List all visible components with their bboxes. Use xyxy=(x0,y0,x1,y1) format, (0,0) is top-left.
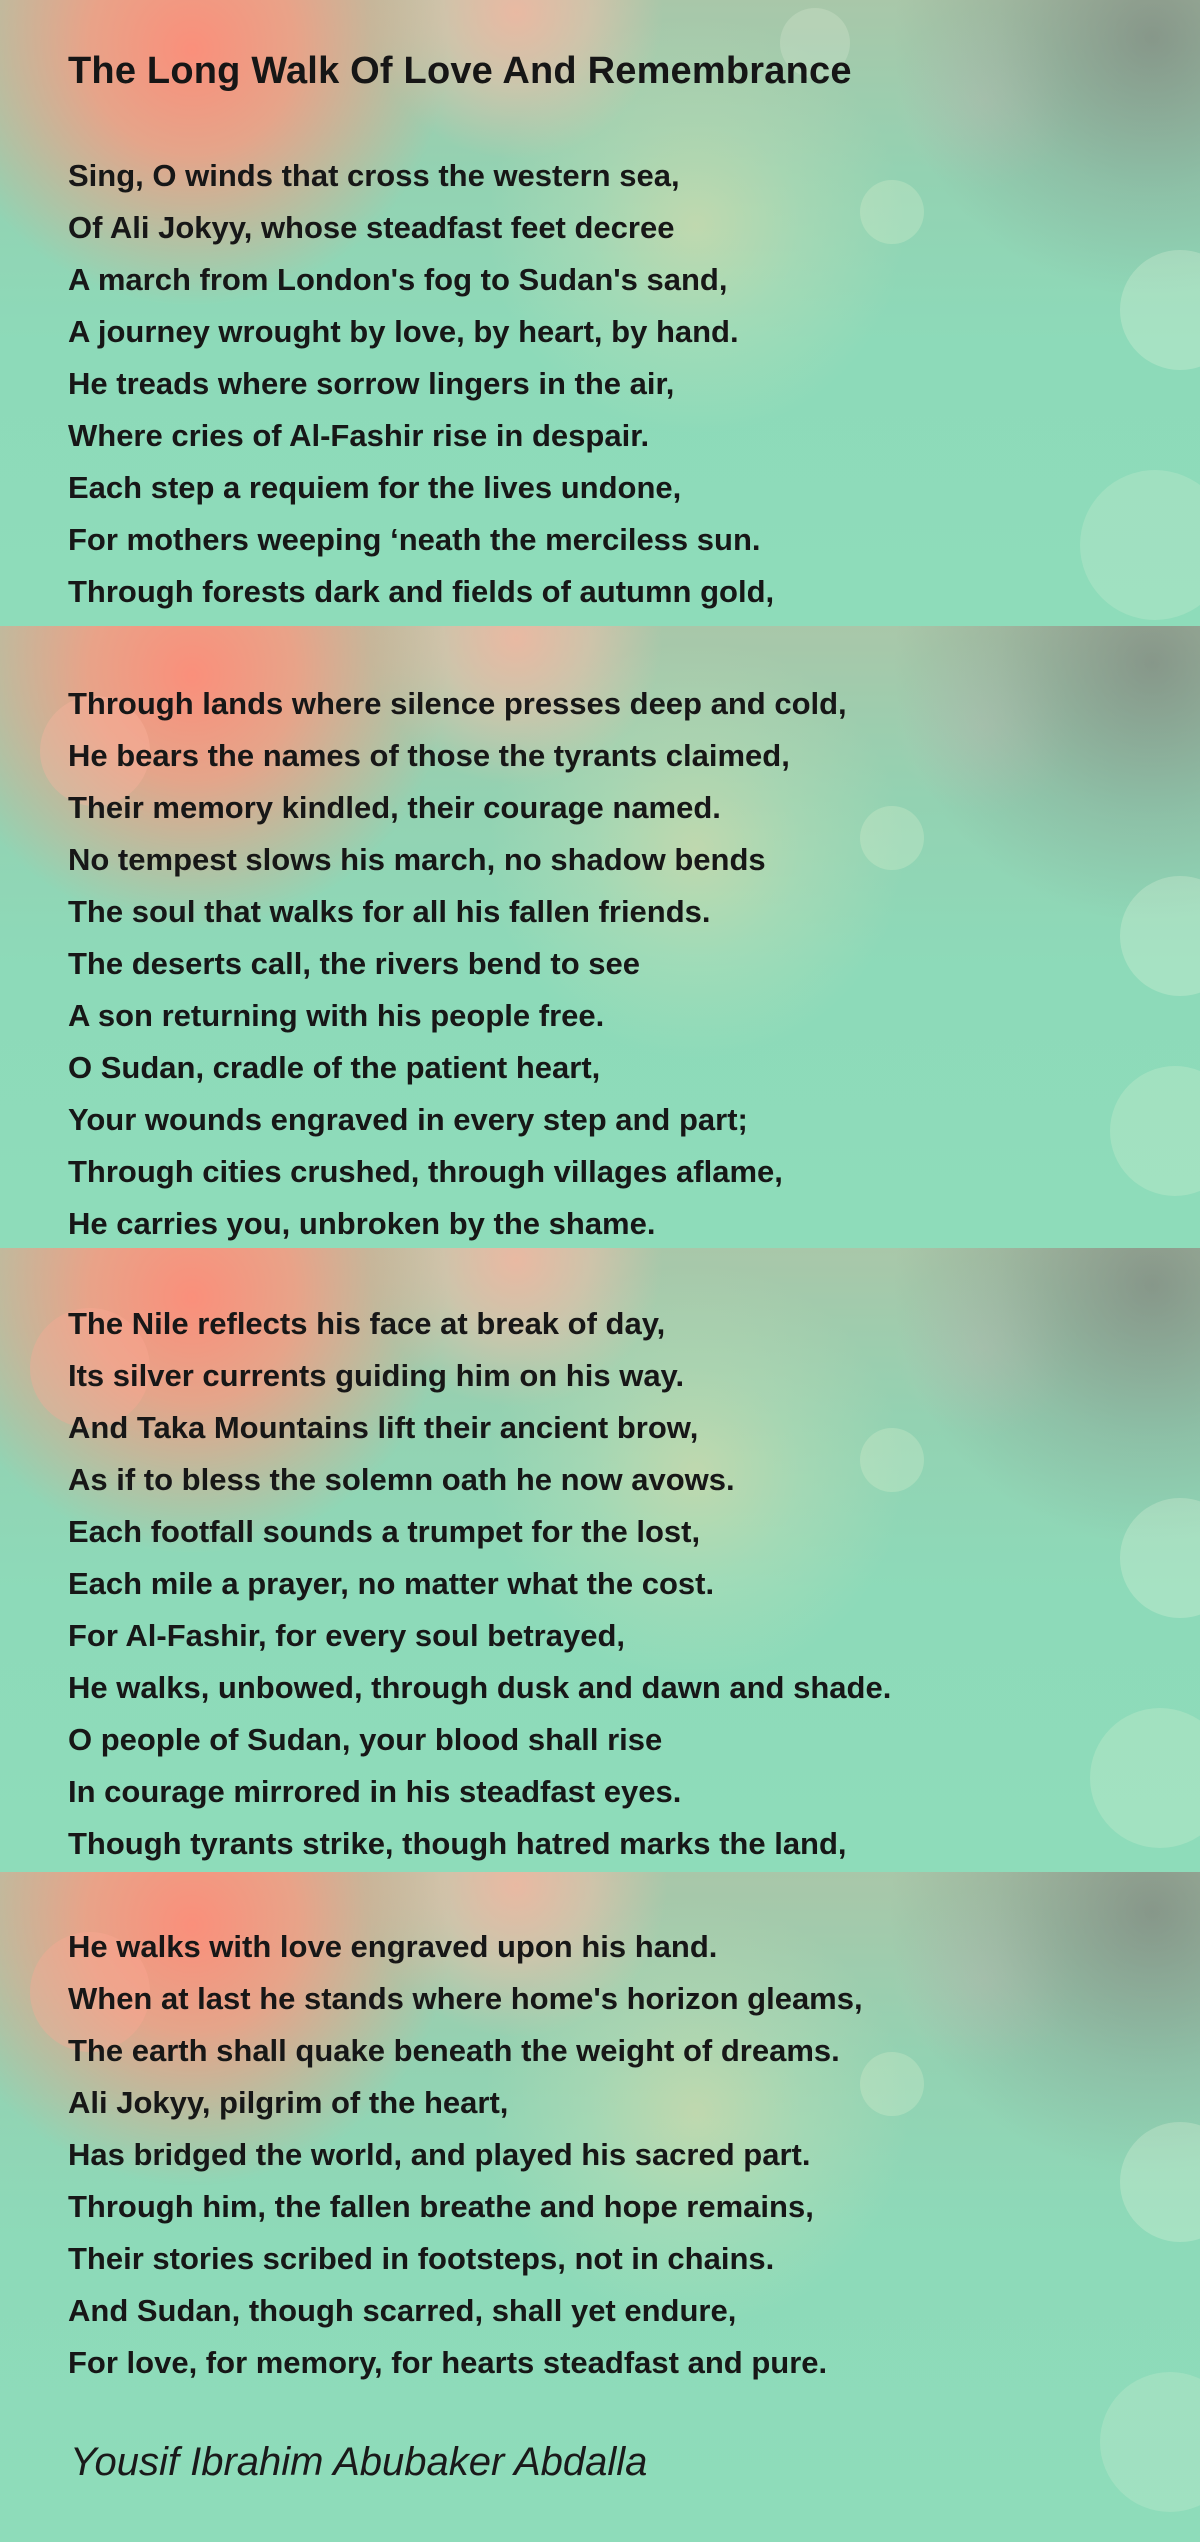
stanza-3 xyxy=(68,1298,891,1870)
poem-line: For mothers weeping ‘neath the merciless sun. xyxy=(68,522,761,557)
poem-line: Where cries of Al-Fashir rise in despair. xyxy=(68,418,650,453)
poem-line: Their memory kindled, their courage named. xyxy=(68,790,721,825)
poem-line: The earth shall quake beneath the weight of dreams. xyxy=(68,2033,840,2068)
bokeh-light xyxy=(1080,470,1200,620)
stanza-2 xyxy=(68,678,847,1248)
poem-line: Though tyrants strike, though hatred marks the land, xyxy=(68,1826,847,1861)
poem-line: The deserts call, the rivers bend to see xyxy=(68,946,641,981)
poem-line: For Al-Fashir, for every soul betrayed, xyxy=(68,1618,626,1653)
poem-author: Yousif Ibrahim Abubaker Abdalla xyxy=(70,2440,648,2484)
poem-line: As if to bless the solemn oath he now avows. xyxy=(68,1462,735,1497)
poem-line: He carries you, unbroken by the shame. xyxy=(68,1206,656,1241)
poem-line: When at last he stands where home's horizon gleams, xyxy=(68,1981,863,2016)
poem-line: Has bridged the world, and played his sacred part. xyxy=(68,2137,811,2172)
poem-line: Through forests dark and fields of autumn gold, xyxy=(68,574,775,609)
poem-line: Of Ali Jokyy, whose steadfast feet decree xyxy=(68,210,675,245)
poem-line: Their stories scribed in footsteps, not in chains. xyxy=(68,2241,775,2276)
poem-line: No tempest slows his march, no shadow bends xyxy=(68,842,766,877)
poem-panel-1 xyxy=(0,0,1200,626)
poem-line: Each step a requiem for the lives undone, xyxy=(68,470,682,505)
poem-panel-3 xyxy=(0,1248,1200,1872)
poem-line: A son returning with his people free. xyxy=(68,998,605,1033)
poem-line: Your wounds engraved in every step and part; xyxy=(68,1102,748,1137)
poem-line: And Sudan, though scarred, shall yet endure, xyxy=(68,2293,737,2328)
poem-line: A march from London's fog to Sudan's sand, xyxy=(68,262,728,297)
poem-panel-2 xyxy=(0,626,1200,1248)
poem-line: Through him, the fallen breathe and hope remains, xyxy=(68,2189,814,2224)
poem-line: He walks, unbowed, through dusk and dawn and shade. xyxy=(68,1670,892,1705)
poem-line: In courage mirrored in his steadfast eyes. xyxy=(68,1774,682,1809)
poem-line: The soul that walks for all his fallen friends. xyxy=(68,894,711,929)
bokeh-light xyxy=(1090,1708,1200,1848)
poem-line: Through lands where silence presses deep and cold, xyxy=(68,686,847,721)
poem-line: For love, for memory, for hearts steadfast and pure. xyxy=(68,2345,828,2380)
poem-line: Each mile a prayer, no matter what the cost. xyxy=(68,1566,715,1601)
poem-line: The Nile reflects his face at break of day, xyxy=(68,1306,666,1341)
poem-line: He walks with love engraved upon his hand. xyxy=(68,1929,718,1964)
poem-panel-4 xyxy=(0,1872,1200,2542)
poem-line: O Sudan, cradle of the patient heart, xyxy=(68,1050,601,1085)
poem-line: Through cities crushed, through villages aflame, xyxy=(68,1154,783,1189)
poem-line: Its silver currents guiding him on his way. xyxy=(68,1358,685,1393)
poem-title: The Long Walk Of Love And Remembrance xyxy=(68,50,852,92)
poem-line: He bears the names of those the tyrants claimed, xyxy=(68,738,790,773)
poem-line: Ali Jokyy, pilgrim of the heart, xyxy=(68,2085,509,2120)
stanza-1 xyxy=(68,150,774,618)
stanza-4 xyxy=(68,1921,863,2389)
poem-line: Sing, O winds that cross the western sea, xyxy=(68,158,680,193)
bokeh-light xyxy=(1110,1066,1200,1196)
poem-line: Each footfall sounds a trumpet for the lost, xyxy=(68,1514,701,1549)
poem-line: O people of Sudan, your blood shall rise xyxy=(68,1722,663,1757)
poem-line: He treads where sorrow lingers in the air, xyxy=(68,366,675,401)
poem-line: And Taka Mountains lift their ancient brow, xyxy=(68,1410,699,1445)
bokeh-light xyxy=(1100,2372,1200,2512)
poem-line: A journey wrought by love, by heart, by hand. xyxy=(68,314,739,349)
